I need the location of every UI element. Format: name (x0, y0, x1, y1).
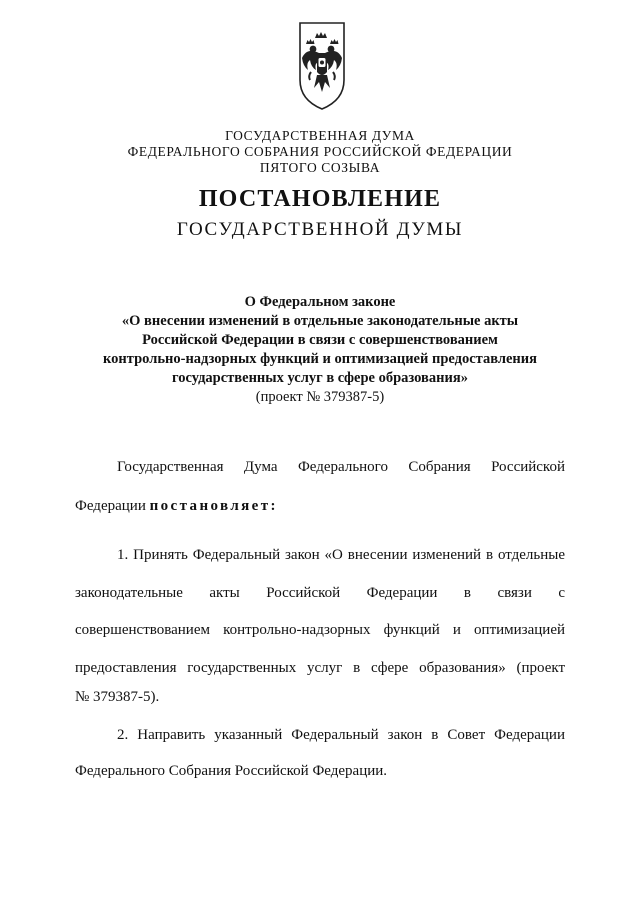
header-line-3: ПЯТОГО СОЗЫВА (259, 160, 381, 175)
item1-line-4: предоставления государственных услуг в сфере образования» (проект (75, 660, 565, 676)
subject-line-2: «О внесении изменений в отдельные законодательные акты (121, 313, 519, 329)
document-title: ПОСТАНОВЛЕНИЕ (198, 186, 442, 212)
header-line-1: ГОСУДАРСТВЕННАЯ ДУМА (225, 128, 415, 143)
bill-number: (проект № 379387-5) (255, 389, 385, 405)
item1-line-3: совершенствованием контрольно-надзорных функций и оптимизацией (75, 622, 565, 638)
item2-line-1: 2. Направить указанный Федеральный закон в Совет Федерации (117, 727, 565, 743)
item2-line-2: Федерального Собрания Российской Федерации. (75, 763, 388, 779)
subject-line-5: государственных услуг в сфере образования» (172, 370, 468, 386)
subject-line-4: контрольно-надзорных функций и оптимизацией предоставления (103, 351, 537, 367)
preamble-line-2 (75, 497, 278, 515)
item1-line-2: законодательные акты Российской Федерации в связи с (75, 585, 565, 601)
item1-line-5: № 379387-5). (75, 689, 160, 705)
subject-line-1: О Федеральном законе (244, 294, 396, 310)
preamble-line-1: Государственная Дума Федерального Собрания Российской (117, 459, 565, 475)
header-line-2: ФЕДЕРАЛЬНОГО СОБРАНИЯ РОССИЙСКОЙ ФЕДЕРАЦИИ (127, 144, 513, 159)
subject-line-3: Российской Федерации в связи с совершенствованием (142, 332, 498, 348)
item1-line-1: 1. Принять Федеральный закон «О внесении изменений в отдельные (117, 547, 565, 563)
document-subtitle: ГОСУДАРСТВЕННОЙ ДУМЫ (176, 219, 464, 240)
coat-of-arms-icon (297, 20, 347, 112)
decree-word: постановляет: (149, 498, 278, 514)
preamble-text: Федерации (75, 498, 146, 514)
